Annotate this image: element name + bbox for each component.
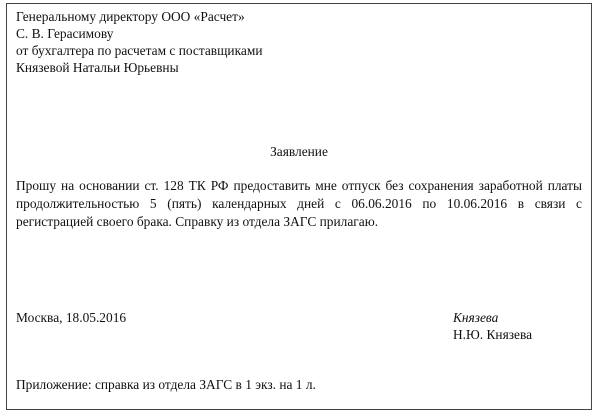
addressee-line-4: Князевой Натальи Юрьевны — [16, 60, 179, 75]
place-and-date: Москва, 18.05.2016 — [16, 310, 127, 325]
signer-name: Н.Ю. Князева — [453, 327, 533, 342]
document-title: Заявление — [270, 144, 328, 159]
addressee-line-1: Генеральному директору ООО «Расчет» — [16, 9, 245, 24]
document-page — [6, 3, 592, 410]
addressee-line-2: С. В. Герасимову — [16, 26, 114, 41]
attachment-note: Приложение: справка из отдела ЗАГС в 1 экз. на 1 л. — [16, 377, 316, 392]
handwritten-signature: Князева — [453, 310, 499, 325]
addressee-line-3: от бухгалтера по расчетам с поставщиками — [16, 43, 263, 58]
statement-body: Прошу на основании ст. 128 ТК РФ предоставить мне отпуск без сохранения заработной платы продолжительностью 5 (пять) календарных дней с 06.06.2016 по 10.06.2016 в связи с регистрацией своего брака. Справку из отдела ЗАГС прилагаю. — [16, 178, 582, 229]
